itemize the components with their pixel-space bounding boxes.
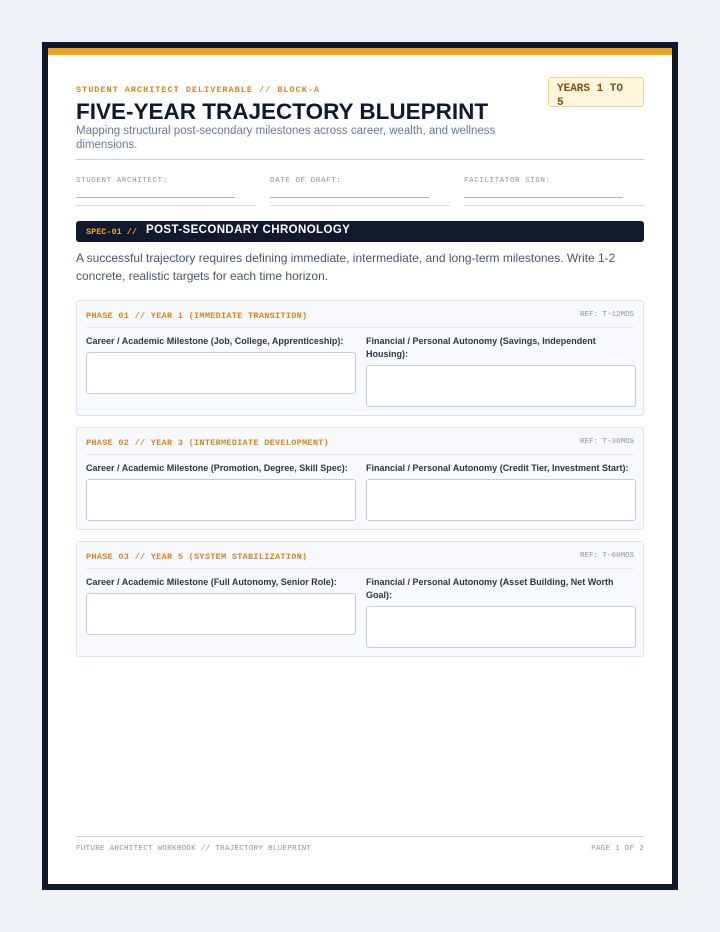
career-milestone-input[interactable]	[86, 593, 356, 635]
page-content	[76, 48, 644, 884]
career-milestone-input[interactable]	[86, 352, 356, 394]
career-milestone-label: Career / Academic Milestone (Full Autonomy, Senior Role):	[86, 577, 337, 587]
phase-divider	[86, 568, 634, 569]
signature-line[interactable]	[270, 197, 429, 198]
signature-date	[270, 177, 450, 185]
signature-label: FACILITATOR SIGN:	[464, 177, 551, 185]
section-header	[76, 221, 644, 242]
signature-underline	[464, 205, 644, 206]
phase-title: PHASE 01 // YEAR 1 (IMMEDIATE TRANSITION)	[86, 311, 308, 321]
financial-autonomy-label: Financial / Personal Autonomy (Asset Building, Net Worth Goal):	[366, 577, 614, 600]
financial-autonomy-input[interactable]	[366, 365, 636, 407]
signature-label: STUDENT ARCHITECT:	[76, 177, 168, 185]
career-milestone-label: Career / Academic Milestone (Job, College, Apprenticeship):	[86, 336, 344, 346]
section-intro: A successful trajectory requires defining immediate, intermediate, and long-term milestones. Write 1-2 concrete, realistic targets for each time horizon.	[76, 251, 616, 283]
page-subtitle: Mapping structural post-secondary milestones across career, wealth, and wellness dimensions.	[76, 125, 496, 151]
footer-workbook-label: FUTURE ARCHITECT WORKBOOK // TRAJECTORY BLUEPRINT	[76, 845, 312, 853]
page-title: FIVE-YEAR TRAJECTORY BLUEPRINT	[76, 99, 489, 124]
financial-autonomy-input[interactable]	[366, 479, 636, 521]
phase-title: PHASE 02 // YEAR 3 (INTERMEDIATE DEVELOPMENT)	[86, 438, 330, 448]
signature-label: DATE OF DRAFT:	[270, 177, 342, 185]
career-milestone-label: Career / Academic Milestone (Promotion, Degree, Skill Spec):	[86, 463, 348, 473]
phase-divider	[86, 327, 634, 328]
career-milestone-input[interactable]	[86, 479, 356, 521]
phase-ref: REF: T-12MOS	[579, 311, 634, 319]
financial-autonomy-label: Financial / Personal Autonomy (Credit Tier, Investment Start):	[366, 463, 629, 473]
footer-divider	[76, 836, 644, 837]
worksheet-page	[42, 42, 678, 890]
section-title: POST-SECONDARY CHRONOLOGY	[146, 224, 351, 236]
section-code: SPEC-01 //	[86, 227, 138, 237]
phase-title: PHASE 03 // YEAR 5 (SYSTEM STABILIZATION)	[86, 552, 308, 562]
signature-line[interactable]	[464, 197, 623, 198]
signature-underline	[270, 205, 450, 206]
phase-card-3	[76, 541, 644, 657]
years-badge: YEARS 1 TO 5	[548, 77, 644, 107]
phase-ref: REF: T-36MOS	[579, 438, 634, 446]
signature-line[interactable]	[76, 197, 235, 198]
phase-card-2	[76, 427, 644, 530]
signature-underline	[76, 205, 256, 206]
signature-student	[76, 177, 256, 185]
financial-autonomy-label: Financial / Personal Autonomy (Savings, Independent Housing):	[366, 336, 596, 359]
phase-divider	[86, 454, 634, 455]
phase-card-1	[76, 300, 644, 416]
header-divider	[76, 159, 644, 160]
signature-facilitator	[464, 177, 644, 185]
financial-autonomy-input[interactable]	[366, 606, 636, 648]
page-number: PAGE 1 OF 2	[591, 845, 644, 853]
phase-ref: REF: T-60MOS	[579, 552, 634, 560]
eyebrow-label: STUDENT ARCHITECT DELIVERABLE // BLOCK-A	[76, 85, 321, 95]
